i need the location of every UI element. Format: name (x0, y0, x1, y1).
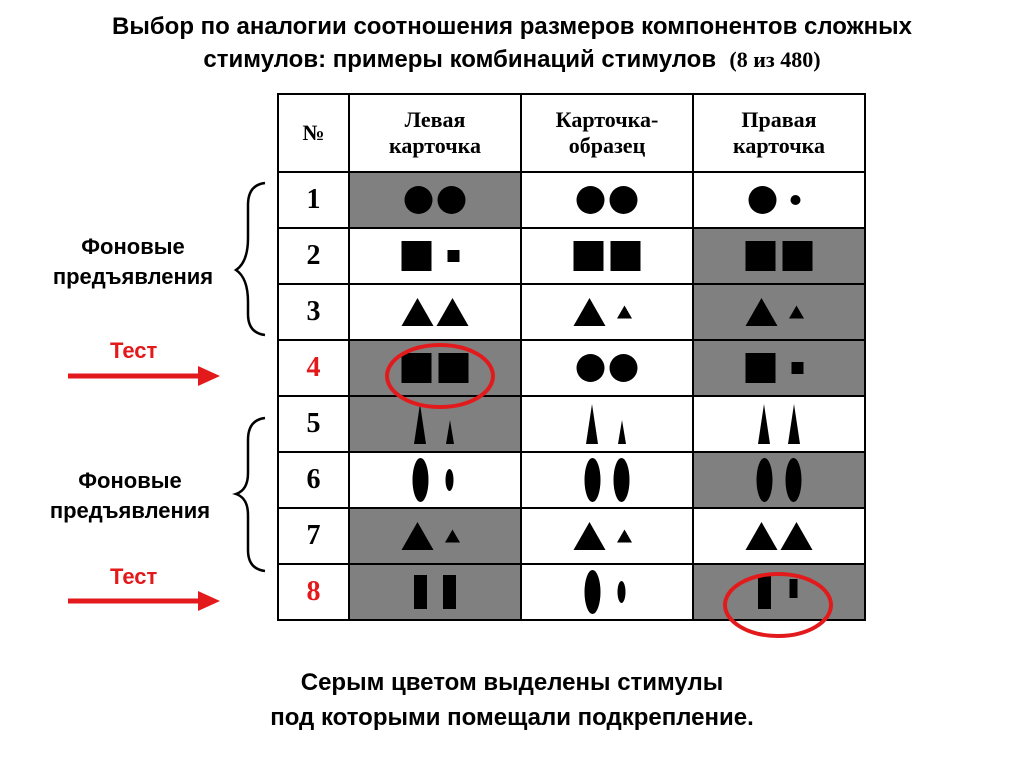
row-number: 7 (278, 508, 349, 564)
left-card-stimulus (351, 397, 519, 451)
sample-card-cell (521, 508, 693, 564)
right-card-stimulus (695, 341, 863, 395)
triangle-shape-small (617, 530, 632, 543)
left-card-stimulus (351, 173, 519, 227)
background-label-bottom (15, 466, 245, 526)
background-label-bottom-line-1: Фоновые (78, 468, 182, 493)
right-card-stimulus (695, 285, 863, 339)
right-card-stimulus (695, 173, 863, 227)
header-sample-card (521, 94, 693, 172)
sample-card-stimulus (523, 453, 691, 507)
triangle-shape-large (574, 298, 606, 326)
oval-shape-large (757, 458, 773, 502)
header-right-line-2: карточка (733, 133, 825, 158)
square-shape-small (792, 362, 804, 374)
caption-line-2: под которыми помещали подкрепление. (270, 704, 754, 731)
triangle-shape-small (445, 530, 460, 543)
square-shape-large (574, 241, 604, 271)
spike-shape-large (586, 404, 598, 444)
square-shape-large (439, 353, 469, 383)
sample-card-cell (521, 564, 693, 620)
header-right-card (693, 94, 865, 172)
right-card-cell (693, 228, 865, 284)
square-shape-large (783, 241, 813, 271)
table-header-row (278, 94, 865, 172)
row-number: 5 (278, 396, 349, 452)
left-card-stimulus (351, 565, 519, 619)
header-sample-line-1: Карточка- (555, 107, 659, 132)
triangle-shape-small (789, 306, 804, 319)
circle-shape-large (610, 186, 638, 214)
spike-shape-small (446, 420, 454, 444)
header-left-line-1: Левая (404, 107, 466, 132)
spike-shape-large (788, 404, 800, 444)
row-number: 8 (278, 564, 349, 620)
table-body (278, 172, 865, 620)
right-card-cell (693, 284, 865, 340)
oval-shape-large (614, 458, 630, 502)
table-row (278, 284, 865, 340)
table-row (278, 172, 865, 228)
triangle-shape-large (437, 298, 469, 326)
background-label-bottom-line-2: предъявления (49, 498, 211, 523)
oval-shape-small (618, 581, 626, 603)
triangle-shape-large (746, 298, 778, 326)
triangle-shape-large (402, 522, 434, 550)
left-card-stimulus (351, 341, 519, 395)
title-count: (8 из 480) (729, 47, 821, 72)
bar-shape-large (758, 575, 771, 609)
oval-shape-small (446, 469, 454, 491)
square-shape-large (402, 353, 432, 383)
header-number (278, 94, 349, 172)
spike-shape-large (414, 404, 426, 444)
row-number: 6 (278, 452, 349, 508)
circle-shape-large (577, 354, 605, 382)
sample-card-stimulus (523, 229, 691, 283)
table-row (278, 508, 865, 564)
left-card-cell (349, 564, 521, 620)
header-left-line-2: карточка (389, 133, 481, 158)
bar-shape-large (414, 575, 427, 609)
right-card-cell (693, 508, 865, 564)
title-line-2-text: стимулов: примеры комбинаций стимулов (203, 46, 717, 73)
square-shape-large (402, 241, 432, 271)
triangle-shape-large (574, 522, 606, 550)
left-card-cell (349, 284, 521, 340)
sample-card-cell (521, 228, 693, 284)
sample-card-cell (521, 396, 693, 452)
left-card-cell (349, 396, 521, 452)
left-card-stimulus (351, 509, 519, 563)
sample-card-cell (521, 284, 693, 340)
circle-shape-large (749, 186, 777, 214)
right-card-cell (693, 396, 865, 452)
right-card-stimulus (695, 229, 863, 283)
bar-shape-small (790, 579, 798, 598)
sample-card-stimulus (523, 341, 691, 395)
left-card-cell (349, 228, 521, 284)
table-row (278, 564, 865, 620)
bar-shape-large (443, 575, 456, 609)
test-label-bottom: Тест (110, 564, 158, 589)
oval-shape-large (786, 458, 802, 502)
circle-shape-large (577, 186, 605, 214)
circle-shape-small (791, 195, 801, 205)
row-number: 2 (278, 228, 349, 284)
sample-card-cell (521, 340, 693, 396)
left-card-cell (349, 340, 521, 396)
header-number-text: № (302, 120, 325, 145)
title-line-1: Выбор по аналогии соотношения размеров компонентов сложных (112, 13, 912, 40)
row-number: 3 (278, 284, 349, 340)
row-number: 1 (278, 172, 349, 228)
table-row (278, 340, 865, 396)
circle-shape-large (610, 354, 638, 382)
circle-shape-large (438, 186, 466, 214)
right-card-stimulus (695, 565, 863, 619)
right-card-cell (693, 564, 865, 620)
left-card-cell (349, 508, 521, 564)
oval-shape-large (585, 458, 601, 502)
background-label-top-line-1: Фоновые (81, 234, 185, 259)
triangle-shape-large (402, 298, 434, 326)
page-title (0, 10, 1024, 76)
right-card-stimulus (695, 397, 863, 451)
oval-shape-large (413, 458, 429, 502)
left-card-stimulus (351, 229, 519, 283)
sample-card-stimulus (523, 397, 691, 451)
caption (0, 665, 1024, 735)
table-row (278, 396, 865, 452)
triangle-shape-large (746, 522, 778, 550)
left-card-stimulus (351, 285, 519, 339)
background-label-top-line-2: предъявления (52, 264, 214, 289)
arrow-right-icon (68, 591, 220, 611)
sample-card-cell (521, 452, 693, 508)
triangle-shape-small (617, 306, 632, 319)
row-number: 4 (278, 340, 349, 396)
spike-shape-large (758, 404, 770, 444)
sample-card-stimulus (523, 173, 691, 227)
left-card-stimulus (351, 453, 519, 507)
test-label-top: Тест (110, 338, 158, 363)
right-card-cell (693, 340, 865, 396)
sample-card-stimulus (523, 565, 691, 619)
square-shape-small (448, 250, 460, 262)
oval-shape-large (585, 570, 601, 614)
square-shape-large (746, 241, 776, 271)
square-shape-large (611, 241, 641, 271)
background-label-top (18, 232, 248, 292)
sample-card-stimulus (523, 509, 691, 563)
right-card-cell (693, 172, 865, 228)
table-row (278, 228, 865, 284)
header-sample-line-2: образец (568, 133, 646, 158)
stimulus-table (277, 93, 866, 621)
triangle-shape-large (781, 522, 813, 550)
header-left-card (349, 94, 521, 172)
title-line-2 (0, 43, 1024, 76)
arrow-right-icon (68, 366, 220, 386)
sample-card-cell (521, 172, 693, 228)
left-card-cell (349, 172, 521, 228)
left-card-cell (349, 452, 521, 508)
header-right-line-1: Правая (741, 107, 817, 132)
right-card-stimulus (695, 509, 863, 563)
table-row (278, 452, 865, 508)
spike-shape-small (618, 420, 626, 444)
right-card-cell (693, 452, 865, 508)
circle-shape-large (405, 186, 433, 214)
caption-line-1: Серым цветом выделены стимулы (300, 669, 724, 696)
sample-card-stimulus (523, 285, 691, 339)
square-shape-large (746, 353, 776, 383)
right-card-stimulus (695, 453, 863, 507)
